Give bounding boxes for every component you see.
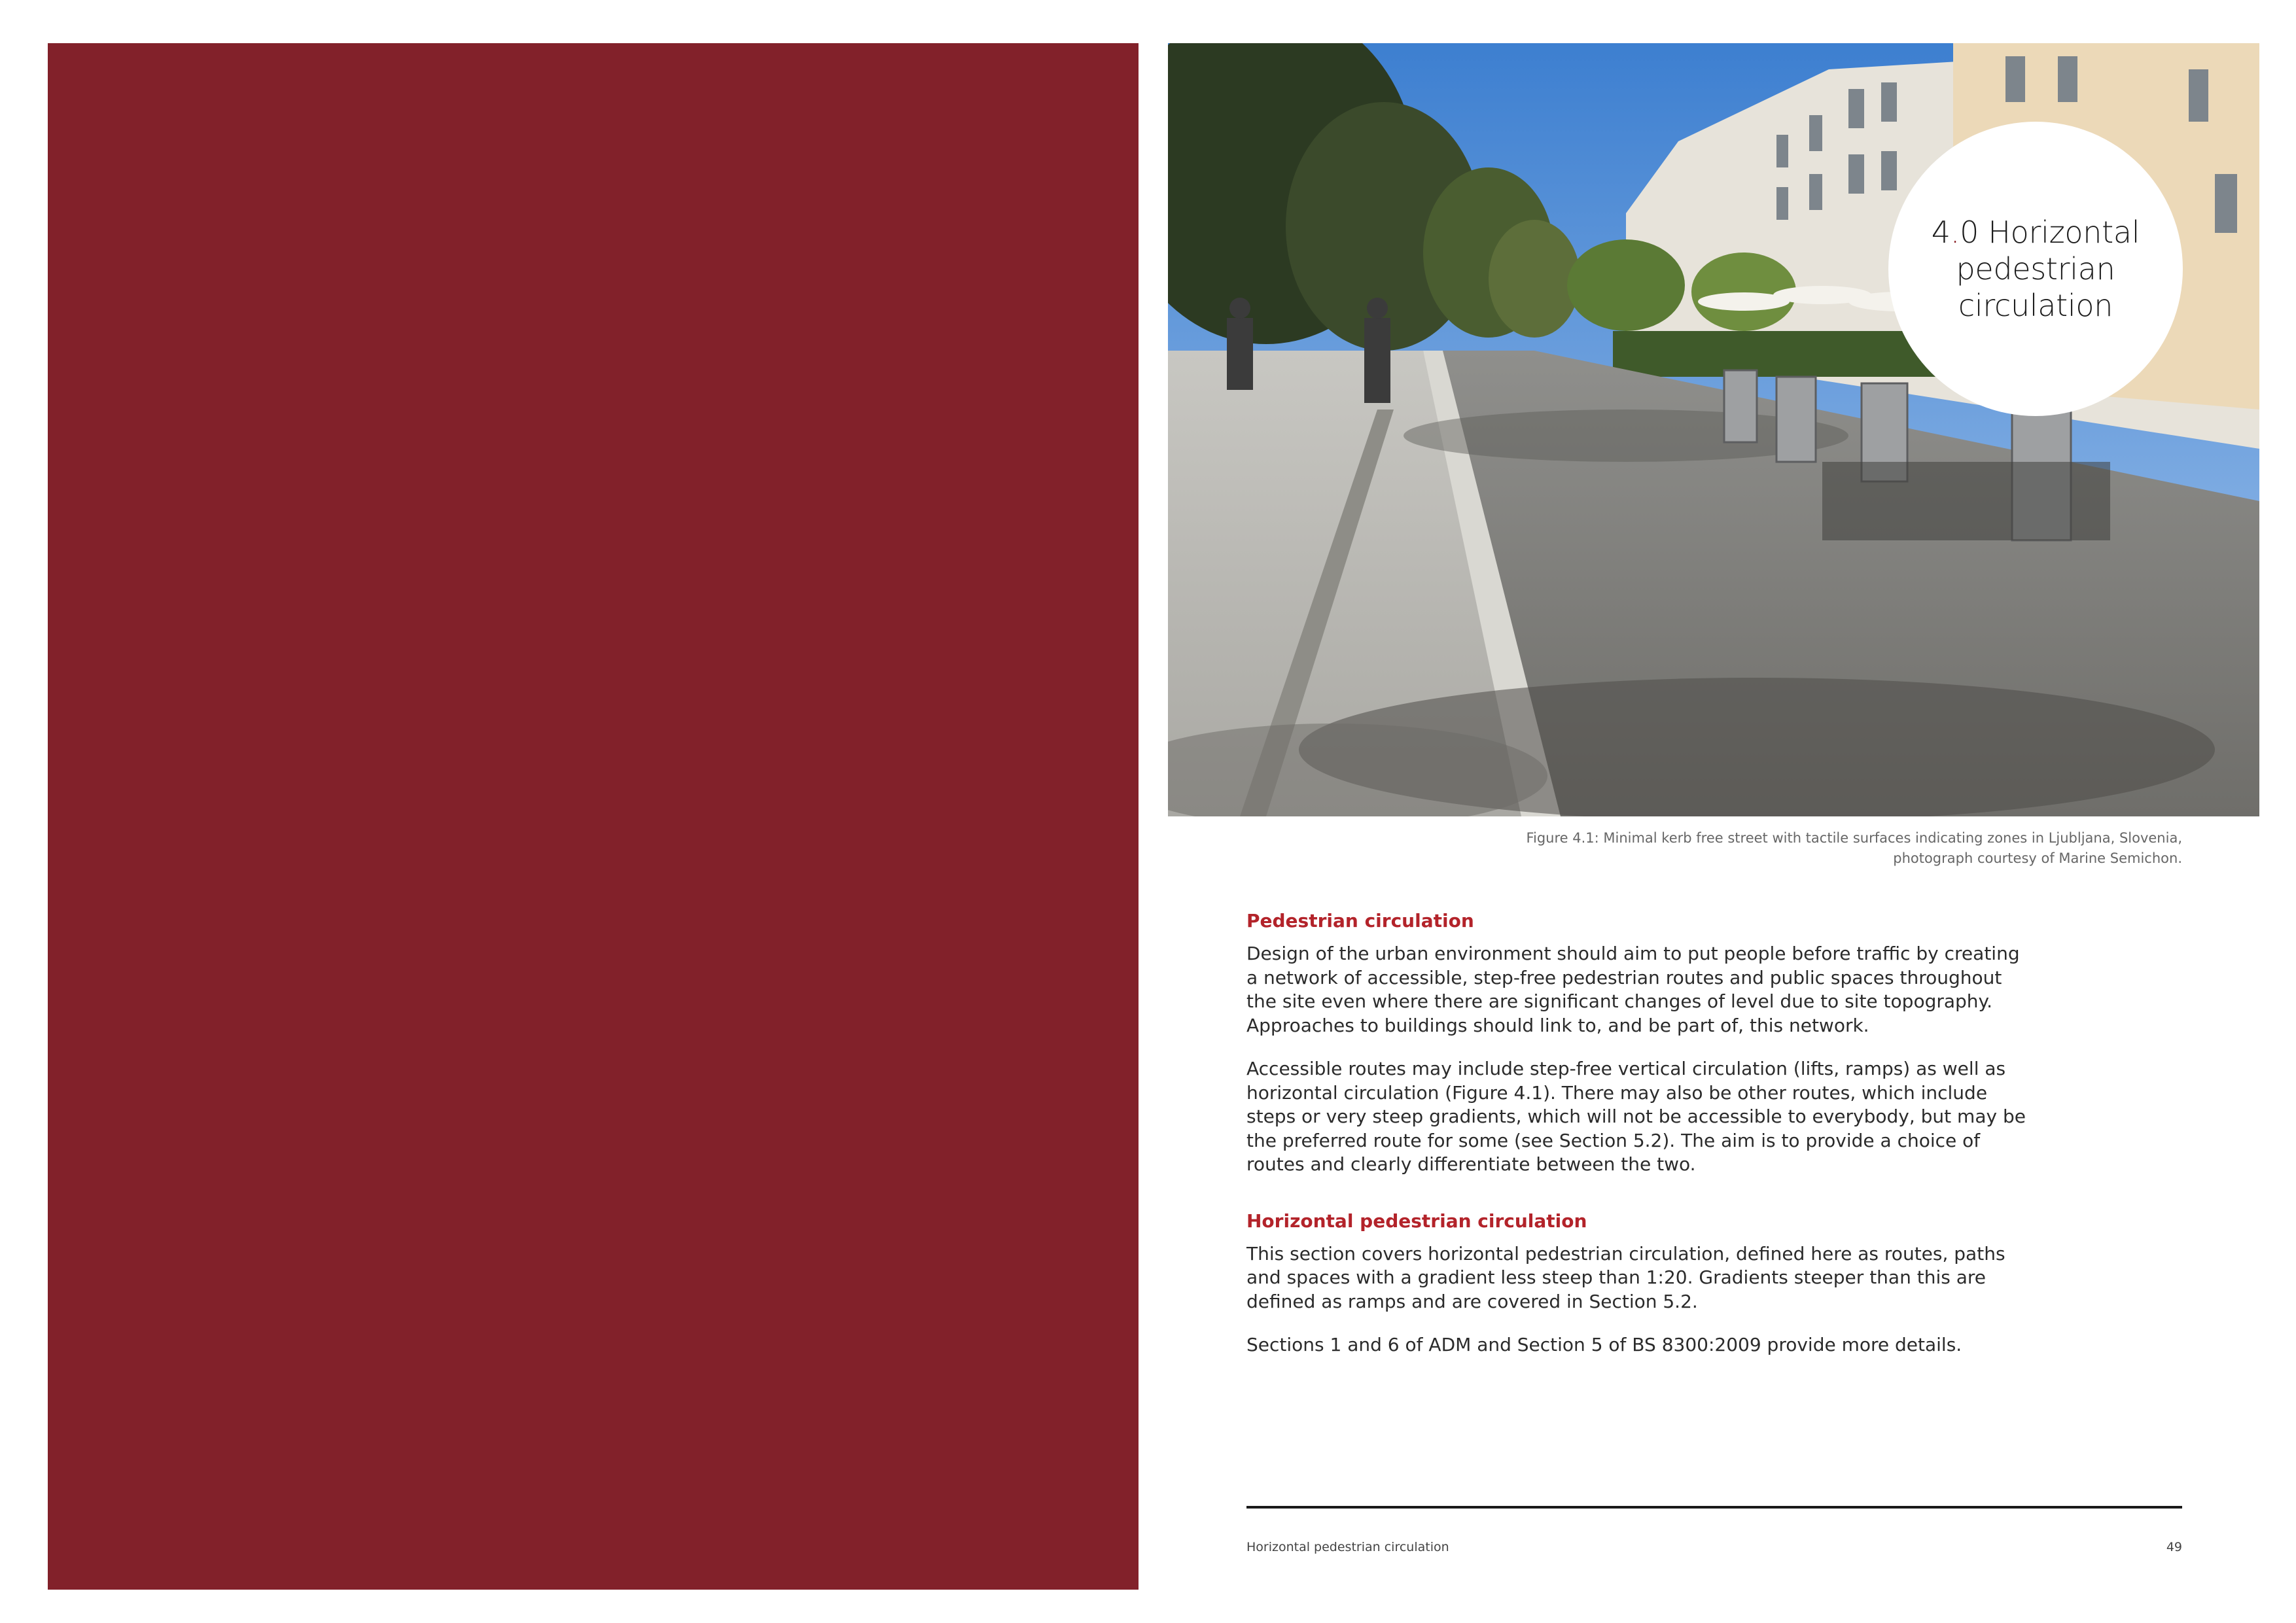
figure-caption <box>1361 828 2182 869</box>
paragraph: Sections 1 and 6 of ADM and Section 5 of BS 8300:2009 provide more details. <box>1246 1334 1962 1355</box>
color-panel <box>48 43 1139 1590</box>
footer-rule <box>1246 1506 2182 1509</box>
chapter-title-line3: circulation <box>1958 288 2113 323</box>
body-content <box>1246 909 2032 1377</box>
paragraph: This section covers horizontal pedestrian circulation, defined here as routes, paths and spaces with a gradient less steep than 1:20. Gradients steeper than this are defined as ramps and are covered in Section 5.2. <box>1246 1242 2005 1312</box>
figure-caption-line2: photograph courtesy of Marine Semichon. <box>1893 850 2182 866</box>
figure-caption-line1: Figure 4.1: Minimal kerb free street with tactile surfaces indicating zones in Ljubljana, Slovenia, <box>1526 830 2182 846</box>
chapter-number-rest: 0 <box>1960 215 1979 250</box>
chapter-title-line1: Horizontal <box>1988 215 2140 250</box>
section-heading-pedestrian: Pedestrian circulation <box>1246 910 1474 932</box>
paragraph: Design of the urban environment should aim to put people before traffic by creating a network of accessible, step-free pedestrian routes and public spaces throughout the site even where there are significant changes of level due to site topography. Approaches to buildings should link to, and be part of, this network. <box>1246 943 2020 1036</box>
paragraph: Accessible routes may include step-free vertical circulation (lifts, ramps) as well as horizontal circulation (Figure 4.1). There may also be other routes, which include steps or very steep gradients, which will not be accessible to everybody, but may be the preferred route for some (see Section 5.2). The aim is to provide a choice of routes and clearly differentiate between the two. <box>1246 1058 2026 1175</box>
section-heading-horizontal: Horizontal pedestrian circulation <box>1246 1210 1587 1232</box>
chapter-title-line2: pedestrian <box>1956 251 2115 287</box>
chapter-number-dot: . <box>1950 215 1960 250</box>
chapter-title-circle <box>1888 122 2183 416</box>
chapter-number: 4 <box>1931 215 1951 250</box>
page-number: 49 <box>2166 1540 2182 1554</box>
running-title: Horizontal pedestrian circulation <box>1246 1540 1449 1554</box>
chapter-title <box>1905 214 2166 324</box>
